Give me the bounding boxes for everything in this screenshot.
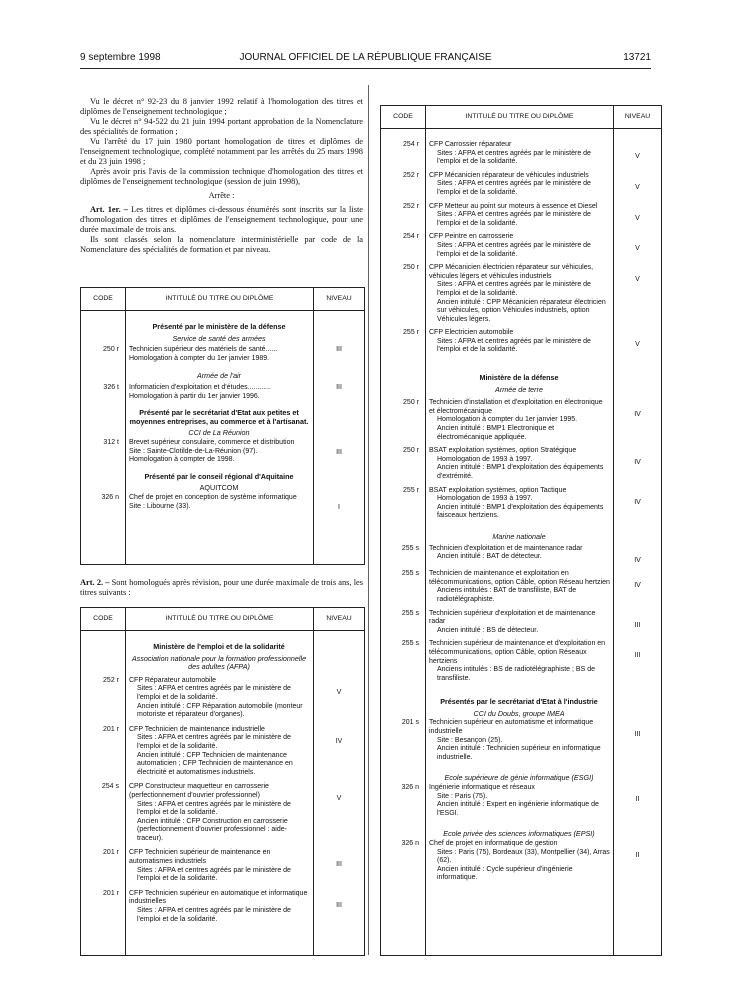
row-title [425,487,614,521]
table-article-2 [80,607,365,956]
row-line: Ancien intitulé : Expert en ingénierie informatique de l'ESGI. [437,801,599,817]
table-row [381,141,661,167]
row-line: Sites : AFPA et centres agréés par le ministère de l'emploi et de la solidarité. [437,241,591,258]
section-heading [81,363,313,382]
row-line: BSAT exploitation systèmes, option Stratégique [429,447,577,455]
table-row [381,640,661,683]
section-heading [81,401,313,439]
row-code: 201 r [103,849,119,857]
row-title [425,610,614,636]
row-line: Sites : AFPA et centres agréés par le ministère de l'emploi et de la solidarité. [437,149,591,166]
row-code: 326 n [101,493,119,501]
table-row [81,346,364,363]
row-line: CPP Mécanicien électricien réparateur sur véhicules, véhicules légers et véhicules industriels [429,264,594,280]
row-line: Technicien d'exploitation et de maintenance radar [429,544,583,552]
row-title [425,203,614,229]
row-code: 254 r [403,141,419,148]
arrete-heading: Arrête : [208,191,235,200]
row-title [425,570,614,604]
row-level: III [634,731,641,739]
row-code: 312 t [103,438,119,446]
col-code: CODE [393,112,413,120]
section-subtitle: Armée de terre [495,384,543,394]
article-label: Art. 1er. – [90,205,128,214]
row-level: V [336,688,342,696]
row-level: V [336,795,342,803]
section-title: Ministère de l'emploi et de la solidarité [153,642,285,651]
row-title [425,141,614,167]
row-line: CFP Mécanicien réparateur de véhicules industriels [429,171,589,179]
col-code: CODE [93,294,113,302]
article-2 [80,578,363,598]
table-divider [125,608,126,955]
row-level: V [635,341,640,349]
table-row [381,840,661,883]
row-level: IV [634,411,641,419]
table-body [381,129,661,355]
row-level: III [336,346,342,354]
row-code: 255 s [401,544,419,552]
row-line: Ancien intitulé : CFP Construction en carrosserie (perfectionnement d'ouvrier professionnel : aide-traceur). [137,817,288,842]
row-level: V [635,276,640,284]
row-line: CFP Peintre en carrosserie [429,233,514,241]
paragraph: Vu le décret n° 94-522 du 21 juin 1994 portant approbation de la Nomenclature des spécialités de formation ; [80,117,363,136]
table-row [381,399,661,442]
section-heading [81,311,313,344]
article-1 [80,205,363,235]
row-title [125,849,314,883]
section-subtitle: AQUITCOM [199,483,239,493]
section-subtitle: CCI du Doubs, groupe IMEA [473,708,565,718]
row-line: Sites : AFPA et centres agréés par le ministère de l'emploi et de la solidarité. [137,685,291,701]
section-title: Ministère de la défense [479,373,559,383]
table-row [381,329,661,355]
row-line: Ancien intitulé : CFP Technicien de maintenance automaticien ; CFP Technicien de maintenance en électricité et automatismes industriels. [137,751,293,776]
row-line: Sites : AFPA et centres agréés par le ministère de l'emploi et de la solidarité. [437,180,591,196]
section-heading [81,631,313,673]
row-title [125,346,314,363]
row-level: V [635,183,640,191]
paragraph: Après avoir pris l'avis de la commission technique d'homologation des titres et diplômes de l'enseignement technologique (session de juin 1998), [80,167,363,186]
table-row [81,726,364,778]
row-line: Sites : AFPA et centres agréés par le ministère de l'emploi et de la solidarité. [437,211,591,227]
row-level: V [635,245,640,253]
row-level: IV [634,498,641,506]
row-line: Ancien intitulé : Cycle supérieur d'ingénierie informatique. [437,865,573,882]
table-row [81,783,364,843]
col-title: INTITULÉ DU TITRE OU DIPLÔME [165,294,274,302]
section-subtitle: Service de santé des armées [172,333,266,343]
col-title: INTITULÉ DU TITRE OU DIPLÔME [465,112,574,120]
row-line: Technicien supérieur des matériels de santé...... [129,346,278,354]
row-code: 252 r [403,171,419,179]
section-heading [381,360,613,395]
row-line: CFP Réparateur automobile [129,676,217,684]
row-line: Sites : AFPA et centres agréés par le ministère de l'emploi et de la solidarité. [437,281,591,297]
row-line: CFP Carrossier réparateur [429,141,512,148]
article-text: Les titres et diplômes ci-dessous énumérés sont inscrits sur la liste d'homologation des titres et diplômes de l'enseignement technologique, pour une durée maximale de trois ans. [80,205,364,234]
row-title [425,172,614,198]
col-level: NIVEAU [326,294,352,302]
row-line: Chef de projet en conception de système informatique [129,493,297,501]
row-line: Ancien intitulé : BS de détecteur. [437,626,539,634]
row-title [425,399,614,442]
row-code: 250 r [403,399,419,407]
paragraph: Vu l'arrêté du 17 juin 1980 portant homologation de titres et diplômes de l'enseignement technologique, complété notamment par les arrêtés du 25 mars 1998 et du 23 juin 1998 ; [80,137,363,166]
table-article-1 [80,287,365,565]
row-title [125,783,314,843]
row-code: 255 r [403,486,419,494]
table-divider [313,288,314,564]
section-title: Présenté par le ministère de la défense [152,322,286,331]
row-line: Homologation de 1993 à 1997. [437,495,533,503]
table-divider [313,608,314,955]
table-body [381,395,661,521]
row-title [425,447,614,481]
row-code: 255 s [401,609,419,617]
row-code: 326 t [103,383,119,391]
row-code: 255 s [401,640,419,648]
section-heading [381,821,613,840]
row-title [425,640,614,683]
row-line: Site : Besançon (25). [437,736,503,744]
row-line: CPP Constructeur maquetteur en carrosserie (perfectionnement d'ouvrier professionnel) [129,783,269,799]
row-line: Site : Sainte-Clotilde-de-La-Réunion (97). [129,447,258,455]
row-title [425,719,614,762]
column-separator [368,85,369,955]
col-level: NIVEAU [624,112,651,120]
table-divider [613,106,614,955]
row-title [425,329,614,355]
row-code: 252 r [403,202,419,210]
row-title [125,726,314,778]
row-level: II [635,796,640,804]
table-row [81,384,364,401]
table-header [381,106,661,129]
table-row [381,545,661,566]
col-code: CODE [93,614,113,622]
row-title [125,494,314,513]
row-line: CFP Technicien supérieur en automatique et informatique industrielles [129,889,308,906]
row-line: BSAT exploitation systèmes, option Tactique [429,486,567,494]
row-level: III [634,652,641,660]
page-header [80,52,651,68]
row-title [425,840,614,883]
row-title [125,890,314,924]
row-line: Technicien supérieur en automatisme et informatique industrielle [429,719,594,736]
table-body [381,840,661,883]
row-code: 326 n [401,784,419,792]
row-line: Brevet supérieur consulaire, commerce et distribution [129,438,295,446]
section-subtitle: Association nationale pour la formation professionnelle des adultes (AFPA) [131,653,307,672]
row-level: IV [634,556,641,564]
table-row [81,890,364,924]
table-body [81,673,364,924]
row-level: IV [634,459,641,467]
table-row [381,719,661,762]
row-title [425,784,614,818]
row-code: 255 r [403,329,419,337]
section-subtitle: Armée de l'air [196,371,242,381]
table-row [81,677,364,720]
table-row [381,233,661,259]
row-line: Anciens intitulés : BS de radiotélégraphiste ; BS de transfiliste. [437,666,595,682]
row-level: I [338,503,340,511]
row-line: Sites : AFPA et centres agréés par le ministère de l'emploi et de la solidarité. [137,734,291,750]
row-line: CFP Technicien supérieur de maintenance en automatismes industriels [129,849,271,866]
table-row [381,172,661,198]
row-line: Ancien intitulé : BMP1 d'exploitation des équipements faisceaux hertziens. [437,503,604,520]
row-title [125,384,314,401]
row-title [425,264,614,324]
row-line: Homologation à compter de 1998. [129,456,235,464]
row-line: Anciens intitulés : BAT de transfiliste, BAT de radiotélégraphiste. [437,587,577,603]
row-code: 250 r [103,346,119,354]
row-level: V [635,153,640,160]
row-line: Homologation à compter du 1er janvier 1989. [129,354,270,362]
row-line: Sites : Paris (75), Bordeaux (33), Montpellier (34), Arras (62). [437,848,610,865]
row-line: Site : Libourne (33). [129,502,191,510]
table-row [81,439,364,465]
row-line: Technicien de maintenance et exploitation en télécommunications, option Câble, option Réseau hertzien [429,570,610,586]
table-row [381,264,661,324]
row-level: III [634,621,641,629]
row-code: 254 r [403,233,419,241]
row-line: Homologation à compter du 1er janvier 1995. [437,416,578,424]
paragraph: Ils sont classés selon la nomenclature interministérielle par code de la Nomenclature des spécialités de formation et par niveau. [80,235,363,254]
row-line: Sites : AFPA et centres agréés par le ministère de l'emploi et de la solidarité. [137,907,291,923]
table-row [81,849,364,883]
row-line: Ancien intitulé : Technicien supérieur en informatique industrielle. [437,745,601,761]
table-divider [425,106,426,955]
header-page-number: 13721 [623,52,651,63]
table-body [381,784,661,818]
table-row [381,570,661,604]
row-level: III [336,861,342,869]
header-date: 9 septembre 1998 [80,52,161,63]
row-line: Technicien supérieur de maintenance et d'exploitation en télécommunications, option Câble, option Réseaux hertziens [429,640,606,665]
row-line: CFP Metteur au point sur moteurs à essence et Diesel [429,202,598,210]
table-row [81,494,364,513]
header-journal-title: JOURNAL OFFICIEL DE LA RÉPUBLIQUE FRANÇAISE [239,52,492,63]
section-title: Présenté par le conseil régional d'Aquitaine [144,471,294,481]
row-line: Informaticien d'exploitation et d'études............ [129,383,271,391]
table-body [381,719,661,762]
table-row [381,784,661,818]
section-subtitle: Marine nationale [492,531,546,541]
row-title [125,439,314,465]
col-title: INTITULÉ DU TITRE OU DIPLÔME [165,614,274,622]
row-line: Ancien intitulé : CPP Mécanicien réparateur électricien sur véhicules, option Véhicules industriels, option Véhicules légers. [437,298,606,323]
table-body [381,543,661,684]
row-level: III [336,901,342,909]
section-subtitle: Ecole privée des sciences informatiques (EPSI) [443,829,595,839]
row-level: IV [335,737,343,745]
row-line: Sites : AFPA et centres agréés par le ministère de l'emploi et de la solidarité. [137,800,291,817]
row-line: Homologation de 1993 à 1997. [437,455,533,463]
section-heading [381,765,613,784]
row-line: Sites : AFPA et centres agréés par le ministère de l'emploi et de la solidarité. [137,866,291,883]
table-header [81,288,364,311]
col-level: NIVEAU [326,614,352,622]
row-level: II [635,852,640,859]
table-row [381,447,661,481]
row-code: 252 r [103,676,119,684]
row-code: 201 s [401,719,419,727]
section-heading [381,688,613,719]
table-header [81,608,364,631]
row-line: Site : Paris (75). [437,792,488,800]
row-line: Ancien intitulé : BAT de détecteur. [437,553,542,561]
table-divider [125,288,126,564]
row-line: Ancien intitulé : CFP Réparation automobile (monteur motoriste et réparateur d'organes). [137,702,303,719]
row-line: Technicien supérieur d'exploitation et de maintenance radar [429,609,596,626]
row-line: Technicien d'installation et d'exploitation en électronique et électromécanique [429,399,603,415]
table-row [381,487,661,521]
row-level: IV [634,582,641,590]
paragraph: Vu le décret n° 92-23 du 8 janvier 1992 relatif à l'homologation des titres et diplômes de l'enseignement technologique ; [80,97,363,116]
row-line: Ancien intitulé : BMP1 d'exploitation des équipements d'extrémité. [437,464,604,480]
section-subtitle: CCI de La Réunion [188,428,250,438]
section-heading [381,526,613,543]
row-line: CFP Technicien de maintenance industrielle [129,725,265,733]
table-article-2-continued [380,105,662,956]
intro-text [80,97,363,255]
row-line: Ingénierie informatique et réseaux [429,784,535,792]
row-title [425,545,614,566]
row-code: 201 r [103,725,119,733]
table-row [381,203,661,229]
row-line: CFP Electricien automobile [429,329,514,337]
row-line: Chef de projet en informatique de gestion [429,840,558,847]
row-code: 250 r [403,447,419,455]
article-label: Art. 2. – [80,578,110,587]
row-code: 201 r [103,889,119,897]
row-line: Homologation à partir du 1er janvier 1996. [129,392,260,400]
header-rule [80,68,651,69]
row-code: 250 r [403,264,419,272]
section-heading [81,465,313,494]
article-text: Sont homologués après révision, pour une durée maximale de trois ans, les titres suivants : [80,578,363,597]
row-title [125,677,314,720]
row-line: Sites : AFPA et centres agréés par le ministère de l'emploi et de la solidarité. [437,337,591,354]
section-title: Présenté par le secrétariat d'Etat aux petites et moyennes entreprises, au commerce et à l'artisanat. [129,408,309,426]
section-subtitle: Ecole supérieure de génie informatique (ESGI) [444,773,594,783]
row-code: 255 s [401,570,419,578]
row-level: V [635,214,640,222]
row-code: 254 s [101,783,119,791]
row-level: III [336,448,342,456]
section-title: Présentés par le secrétariat d'Etat à l'industrie [440,697,598,707]
row-code: 326 n [401,840,419,847]
table-row [381,610,661,636]
row-level: III [336,383,342,391]
row-line: Ancien intitulé : BMP1 Electronique et électromécanique appliquée. [437,425,555,441]
row-title [425,233,614,259]
